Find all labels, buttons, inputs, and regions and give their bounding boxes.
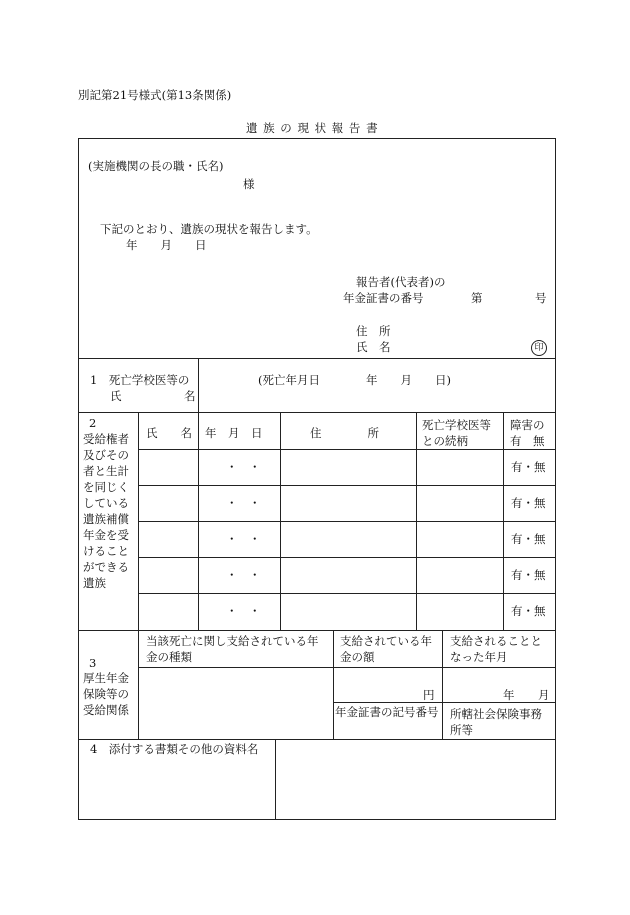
row-dob: ・ ・: [226, 568, 261, 582]
section3-label: 厚生年金 保険等の 受給関係: [83, 671, 129, 717]
divider: [198, 412, 199, 630]
yen-unit: 円: [423, 688, 435, 702]
divider: [78, 630, 556, 631]
name-label: 氏 名: [356, 340, 391, 354]
row-dob: ・ ・: [226, 532, 261, 546]
col-header-disability-2: 有 無: [510, 434, 545, 448]
certificate-go: 号: [535, 291, 547, 305]
divider: [416, 412, 417, 630]
section4-label: 4 添付する書類その他の資料名: [90, 742, 259, 756]
row-disability: 有・無: [511, 568, 546, 582]
divider: [275, 739, 276, 820]
certificate-dai: 第: [471, 291, 483, 305]
divider: [333, 702, 556, 703]
divider: [333, 630, 334, 739]
report-date: 年 月 日: [126, 238, 207, 252]
divider: [138, 557, 556, 558]
row-disability: 有・無: [511, 460, 546, 474]
row-disability: 有・無: [511, 604, 546, 618]
divider: [138, 521, 556, 522]
pension-type-label: 当該死亡に関し支給されている年 金の種類: [146, 634, 319, 664]
row-dob: ・ ・: [226, 604, 261, 618]
col-header-relation: 死亡学校医等: [422, 418, 491, 432]
section2-number: 2: [89, 416, 97, 430]
section3-number: 3: [89, 656, 97, 670]
divider: [138, 593, 556, 594]
divider: [78, 412, 556, 413]
section1-label-shi: 氏: [110, 389, 122, 403]
divider: [138, 449, 556, 450]
payment-start-label: 支給されることと なった年月: [450, 634, 542, 664]
pension-amount-label: 支給されている年 金の額: [340, 634, 432, 664]
col-header-relation-2: との続柄: [422, 434, 468, 448]
addressee-honorific: 様: [243, 177, 255, 191]
divider: [138, 412, 139, 739]
month-unit: 月: [538, 688, 550, 702]
divider: [138, 667, 556, 668]
certificate-number-label: 年金証書の番号: [343, 291, 424, 305]
divider: [78, 739, 556, 740]
col-header-address: 住 所: [310, 426, 379, 440]
row-disability: 有・無: [511, 532, 546, 546]
reporter-label: 報告者(代表者)の: [356, 275, 446, 289]
divider: [503, 412, 504, 630]
col-header-name: 氏 名: [146, 426, 192, 440]
row-disability: 有・無: [511, 496, 546, 510]
addressee-header: (実施機関の長の職・氏名): [88, 159, 224, 173]
social-insurance-office-label: 所轄社会保険事務 所等: [450, 707, 542, 737]
row-dob: ・ ・: [226, 496, 261, 510]
seal-mark: 印: [531, 340, 547, 356]
divider: [280, 412, 281, 630]
address-label: 住 所: [356, 324, 391, 338]
form-title: 遺 族 の 現 状 報 告 書: [246, 121, 379, 135]
col-header-disability: 障害の: [510, 418, 545, 432]
section2-label: 受給権者 及びその 者と生計 を同じく している 遺族補償 年金を受 けること ができる 遺族: [83, 432, 129, 590]
col-header-dob: 年 月 日: [205, 426, 263, 440]
form-number: 別記第21号様式(第13条関係): [78, 88, 232, 102]
year-unit: 年: [503, 688, 515, 702]
divider: [198, 358, 199, 412]
section1-label-mei: 名: [184, 389, 196, 403]
divider: [78, 358, 556, 359]
intro-text: 下記のとおり、遺族の現状を報告します。: [100, 222, 318, 236]
death-date-field: (死亡年月日 年 月 日): [258, 373, 451, 387]
divider: [138, 485, 556, 486]
section1-label: 1 死亡学校医等の: [90, 373, 190, 387]
divider: [442, 630, 443, 739]
row-dob: ・ ・: [226, 460, 261, 474]
cert-number-label: 年金証書の記号番号: [335, 705, 439, 719]
